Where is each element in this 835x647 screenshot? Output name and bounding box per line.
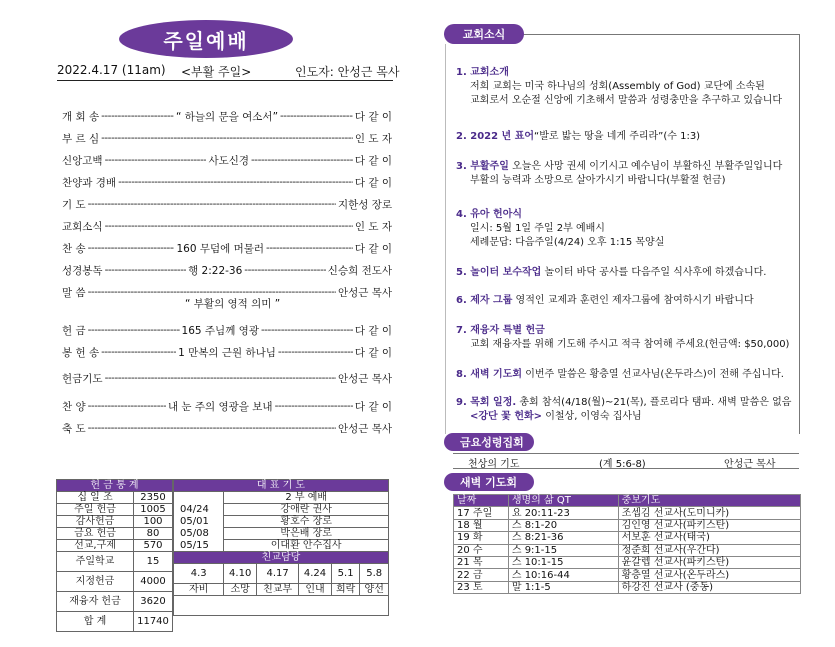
offering-name: 금요 헌금 <box>57 528 134 540</box>
news-item-detail: 교회 재융자를 위해 기도해 주시고 적극 참여해 주세요(헌금액: $50,000) <box>470 339 790 350</box>
offering-name: 십 일 조 <box>57 492 134 504</box>
order-person: 다 같 이 <box>354 346 392 359</box>
rep-prayer-row <box>174 528 389 540</box>
order-item <box>62 218 392 234</box>
order-dashes <box>261 324 353 336</box>
offering-row <box>57 592 173 612</box>
news-item <box>456 208 664 250</box>
news-frame-left <box>445 44 446 434</box>
order-middle: 165 주님께 영광 <box>181 324 259 337</box>
rep-prayer-row <box>174 492 389 504</box>
order-item <box>62 398 392 414</box>
friendship-heading: 친교담당 <box>174 552 389 564</box>
dawn-heading: 새벽 기도회 <box>444 473 534 491</box>
order-dashes <box>101 110 174 122</box>
offering-amount: 15 <box>134 552 173 572</box>
order-label: 기 도 <box>62 198 86 211</box>
order-person: 다 같 이 <box>354 242 392 255</box>
news-item-detail: 저희 교회는 미국 하나님의 성회(Assembly of God) 교단에 소속된 <box>470 81 765 92</box>
news-item-detail: 세례문답: 다음주일(4/24) 오후 1:15 목양실 <box>470 237 665 248</box>
sermon-title: “ 부활의 영적 의미 ” <box>185 298 281 310</box>
dawn-cell: 서보훈 선교사(태국) <box>618 532 800 544</box>
offering-row <box>57 540 173 552</box>
news-item-title: 2. 2022 년 표어 <box>456 131 535 142</box>
dawn-cell: 19 화 <box>454 532 509 544</box>
order-dashes <box>88 324 180 336</box>
order-dashes <box>101 346 176 358</box>
news-item-line <box>456 396 791 410</box>
dawn-cell: 스 10:1-15 <box>508 556 618 568</box>
order-item <box>62 108 392 124</box>
order-label: 헌금기도 <box>62 372 103 385</box>
friendship-date: 5.8 <box>360 564 389 584</box>
offering-table <box>56 479 173 632</box>
order-item <box>62 344 392 360</box>
friendship-date: 4.3 <box>174 564 224 584</box>
dawn-row <box>454 581 801 593</box>
dawn-cell: 17 주일 <box>454 507 509 519</box>
friendship-group: 희락 <box>331 584 360 596</box>
dawn-cell: 윤갈렙 선교사(파키스탄) <box>618 556 800 568</box>
news-item-line <box>456 160 782 174</box>
bulletin-title: 주일예배 <box>119 20 293 58</box>
news-item-title: 8. 새벽 기도회 <box>456 369 523 380</box>
news-item-text: 놀이터 바닥 공사를 다음주일 식사후에 하겠습니다. <box>541 267 767 278</box>
news-item-text: 이철상, 이영숙 집사님 <box>542 411 642 422</box>
news-item-text: 영적인 교제과 훈련인 제자그룹에 참여하시기 바랍니다 <box>512 295 754 306</box>
order-person: 다 같 이 <box>354 324 392 337</box>
dawn-cell: 스 8:1-20 <box>508 519 618 531</box>
dawn-cell: 21 목 <box>454 556 509 568</box>
news-item-title: 4. 유아 헌아식 <box>456 209 523 220</box>
news-item <box>456 294 754 308</box>
dawn-cell: 말 1:1-5 <box>508 581 618 593</box>
offering-amount: 80 <box>134 528 173 540</box>
order-person: 안성근 목사 <box>337 422 392 435</box>
news-item-text: 총회 참석(4/18(월)~21(목), 플로리다 탬파. 새벽 말씀은 없음 <box>516 397 792 408</box>
dawn-cell: 하강진 선교사 (중동) <box>618 581 800 593</box>
service-date: 2022.4.17 (11am) <box>57 63 166 77</box>
news-item-detail: 부활의 능력과 소망으로 살아가시기 바랍니다(부활절 헌금) <box>470 175 726 186</box>
prayer-person: 2 부 예배 <box>224 492 389 504</box>
news-item-title: 3. 부활주일 <box>456 161 509 172</box>
order-dashes <box>101 132 353 144</box>
prayer-date <box>174 492 224 504</box>
order-dashes <box>88 198 336 210</box>
dawn-row <box>454 519 801 531</box>
order-middle: 160 무덤에 머물러 <box>176 242 265 255</box>
rep-prayer-table <box>173 479 389 616</box>
order-dashes <box>105 220 353 232</box>
order-dashes <box>244 264 326 276</box>
offering-amount: 4000 <box>134 572 173 592</box>
order-item <box>62 322 392 338</box>
offering-amount: 100 <box>134 516 173 528</box>
order-dashes <box>88 400 166 412</box>
offering-amount: 3620 <box>134 592 173 612</box>
order-item <box>62 240 392 256</box>
order-label: 찬양과 경배 <box>62 176 117 189</box>
order-middle: 내 눈 주의 영광을 보내 <box>167 400 273 413</box>
order-item <box>62 262 392 278</box>
order-dashes <box>105 372 336 384</box>
rep-prayer-heading: 대 표 기 도 <box>174 480 389 492</box>
prayer-person: 이대환 안수집사 <box>224 540 389 552</box>
order-label: 부 르 심 <box>62 132 100 145</box>
order-person: 인 도 자 <box>354 220 392 233</box>
news-item <box>456 66 782 108</box>
friendship-group: 소망 <box>224 584 257 596</box>
friendship-group: 인내 <box>299 584 332 596</box>
friday-verse: (계 5:6-8) <box>599 459 646 470</box>
order-dashes <box>278 346 353 358</box>
order-dashes <box>280 110 353 122</box>
offering-row <box>57 572 173 592</box>
news-item-line <box>456 130 700 144</box>
news-item <box>456 324 789 352</box>
news-item-title: 5. 놀이터 보수작업 <box>456 267 542 278</box>
order-middle: 사도신경 <box>208 154 250 167</box>
news-item-line <box>456 294 754 308</box>
friendship-date: 4.10 <box>224 564 257 584</box>
friday-heading: 금요성령집회 <box>444 433 534 451</box>
news-item-title: <강단 꽃 헌화> <box>470 411 543 422</box>
dawn-row <box>454 556 801 568</box>
news-item-line <box>456 208 664 222</box>
friday-leader: 안성근 목사 <box>724 459 776 470</box>
news-item <box>456 396 791 424</box>
prayer-date: 05/01 <box>174 516 224 528</box>
offering-row <box>57 528 173 540</box>
order-dashes <box>88 422 336 434</box>
order-label: 축 도 <box>62 422 86 435</box>
news-item-title: 7. 재융자 특별 헌금 <box>456 325 545 336</box>
order-label: 헌 금 <box>62 324 86 337</box>
news-item <box>456 160 782 188</box>
prayer-person: 박은배 장로 <box>224 528 389 540</box>
order-person: 안성근 목사 <box>337 286 392 299</box>
friday-topic: 천상의 기도 <box>468 459 520 470</box>
prayer-date: 05/08 <box>174 528 224 540</box>
dawn-cell: 스 9:1-15 <box>508 544 618 556</box>
dawn-cell: 조셉김 선교사(도미니카) <box>618 507 800 519</box>
order-dashes <box>251 154 353 166</box>
rep-prayer-row <box>174 504 389 516</box>
dawn-cell: 20 수 <box>454 544 509 556</box>
order-item <box>62 174 392 190</box>
offering-name: 지정헌금 <box>57 572 134 592</box>
dawn-cell: 18 월 <box>454 519 509 531</box>
order-person: 다 같 이 <box>354 400 392 413</box>
news-item-text: “발로 밟는 땅을 네게 주리라”(수 1:3) <box>534 131 701 142</box>
order-dashes <box>88 242 175 254</box>
order-person: 인 도 자 <box>354 132 392 145</box>
news-item-line <box>456 410 791 424</box>
order-item <box>62 196 392 212</box>
header-divider <box>57 80 393 81</box>
order-item <box>62 130 392 146</box>
order-dashes <box>105 264 187 276</box>
offering-amount: 1005 <box>134 504 173 516</box>
prayer-date: 04/24 <box>174 504 224 516</box>
news-item <box>456 130 700 144</box>
order-label: 교회소식 <box>62 220 103 233</box>
news-item <box>456 266 766 280</box>
news-item-line <box>456 324 789 338</box>
order-dashes <box>118 176 353 188</box>
offering-name: 주일 헌금 <box>57 504 134 516</box>
dawn-column-header: 중보기도 <box>618 495 800 507</box>
dawn-cell: 스 8:21-36 <box>508 532 618 544</box>
offering-name: 선교,구제 <box>57 540 134 552</box>
offering-name: 재융자 헌금 <box>57 592 134 612</box>
news-item-title: 6. 제자 그룹 <box>456 295 513 306</box>
friendship-date: 4.17 <box>257 564 299 584</box>
friendship-group: 자비 <box>174 584 224 596</box>
dawn-cell: 23 토 <box>454 581 509 593</box>
offering-amount: 2350 <box>134 492 173 504</box>
order-label: 봉 헌 송 <box>62 346 100 359</box>
service-occasion: <부활 주일> <box>181 65 252 79</box>
news-item <box>456 368 784 382</box>
order-label: 말 씀 <box>62 286 86 299</box>
dawn-cell: 김인영 선교사(파키스탄) <box>618 519 800 531</box>
offering-amount: 11740 <box>134 612 173 632</box>
order-label: 개 회 송 <box>62 110 100 123</box>
offering-row <box>57 516 173 528</box>
offering-amount: 570 <box>134 540 173 552</box>
offering-name: 합 계 <box>57 612 134 632</box>
order-item <box>62 420 392 436</box>
order-dashes <box>105 154 207 166</box>
order-dashes <box>275 400 353 412</box>
dawn-column-header: 날짜 <box>454 495 509 507</box>
order-middle: 행 2:22-36 <box>188 264 243 277</box>
offering-name: 주일학교 <box>57 552 134 572</box>
order-person: 다 같 이 <box>354 154 392 167</box>
news-item-line <box>456 66 782 80</box>
dawn-cell: 22 금 <box>454 569 509 581</box>
prayer-person: 강애란 권사 <box>224 504 389 516</box>
order-dashes <box>266 242 353 254</box>
friendship-date: 4.24 <box>299 564 332 584</box>
order-person: 다 같 이 <box>354 110 392 123</box>
order-label: 신앙고백 <box>62 154 103 167</box>
offering-row <box>57 612 173 632</box>
dawn-cell: 정준희 선교사(우간다) <box>618 544 800 556</box>
friendship-group: 친교부 <box>257 584 299 596</box>
news-item-title: 9. 목회 일정. <box>456 397 517 408</box>
prayer-person: 황호수 장로 <box>224 516 389 528</box>
dawn-row <box>454 544 801 556</box>
service-leader: 인도자: 안성근 목사 <box>295 65 400 79</box>
order-label: 찬 양 <box>62 400 86 413</box>
dawn-column-header: 생명의 삶 QT <box>508 495 618 507</box>
order-middle: 1 만복의 근원 하나님 <box>178 346 276 359</box>
offering-heading: 헌 금 통 계 <box>57 480 173 492</box>
rep-prayer-row <box>174 540 389 552</box>
offering-row <box>57 504 173 516</box>
order-item <box>62 152 392 168</box>
news-heading: 교회소식 <box>444 24 524 44</box>
offering-row <box>57 552 173 572</box>
dawn-row <box>454 507 801 519</box>
order-middle: “ 하늘의 문을 여소서” <box>175 110 279 123</box>
news-item-text: 오늘은 사망 권세 이기시고 예수님이 부활하신 부활주일입니다 <box>508 161 783 172</box>
news-item-detail: 일시: 5월 1일 주일 2부 예배시 <box>470 223 605 234</box>
news-item-detail: 교회로서 오순절 신앙에 기초해서 말씀과 성령충만을 추구하고 있습니다 <box>470 95 783 106</box>
dawn-cell: 스 10:16-44 <box>508 569 618 581</box>
offering-name: 감사헌금 <box>57 516 134 528</box>
news-item-text: 이번주 말씀은 황층열 선교사님(온두라스)이 전해 주십니다. <box>522 369 784 380</box>
order-person: 다 같 이 <box>354 176 392 189</box>
friday-row <box>453 453 799 469</box>
dawn-cell: 황층열 선교사(온두라스) <box>618 569 800 581</box>
news-item-line <box>456 266 766 280</box>
order-label: 성경봉독 <box>62 264 103 277</box>
friendship-date: 5.1 <box>331 564 360 584</box>
order-person: 지한성 장로 <box>337 198 392 211</box>
rep-prayer-row <box>174 516 389 528</box>
dawn-row <box>454 569 801 581</box>
friendship-group: 양선 <box>360 584 389 596</box>
order-item <box>62 370 392 386</box>
news-item-line <box>456 368 784 382</box>
order-person: 안성근 목사 <box>337 372 392 385</box>
prayer-date: 05/15 <box>174 540 224 552</box>
dawn-table <box>453 494 801 594</box>
order-label: 찬 송 <box>62 242 86 255</box>
offering-row <box>57 492 173 504</box>
dawn-cell: 요 20:11-23 <box>508 507 618 519</box>
order-person: 신승희 전도사 <box>327 264 392 277</box>
dawn-row <box>454 532 801 544</box>
empty-cell <box>174 596 389 616</box>
news-item-title: 1. 교회소개 <box>456 67 509 78</box>
